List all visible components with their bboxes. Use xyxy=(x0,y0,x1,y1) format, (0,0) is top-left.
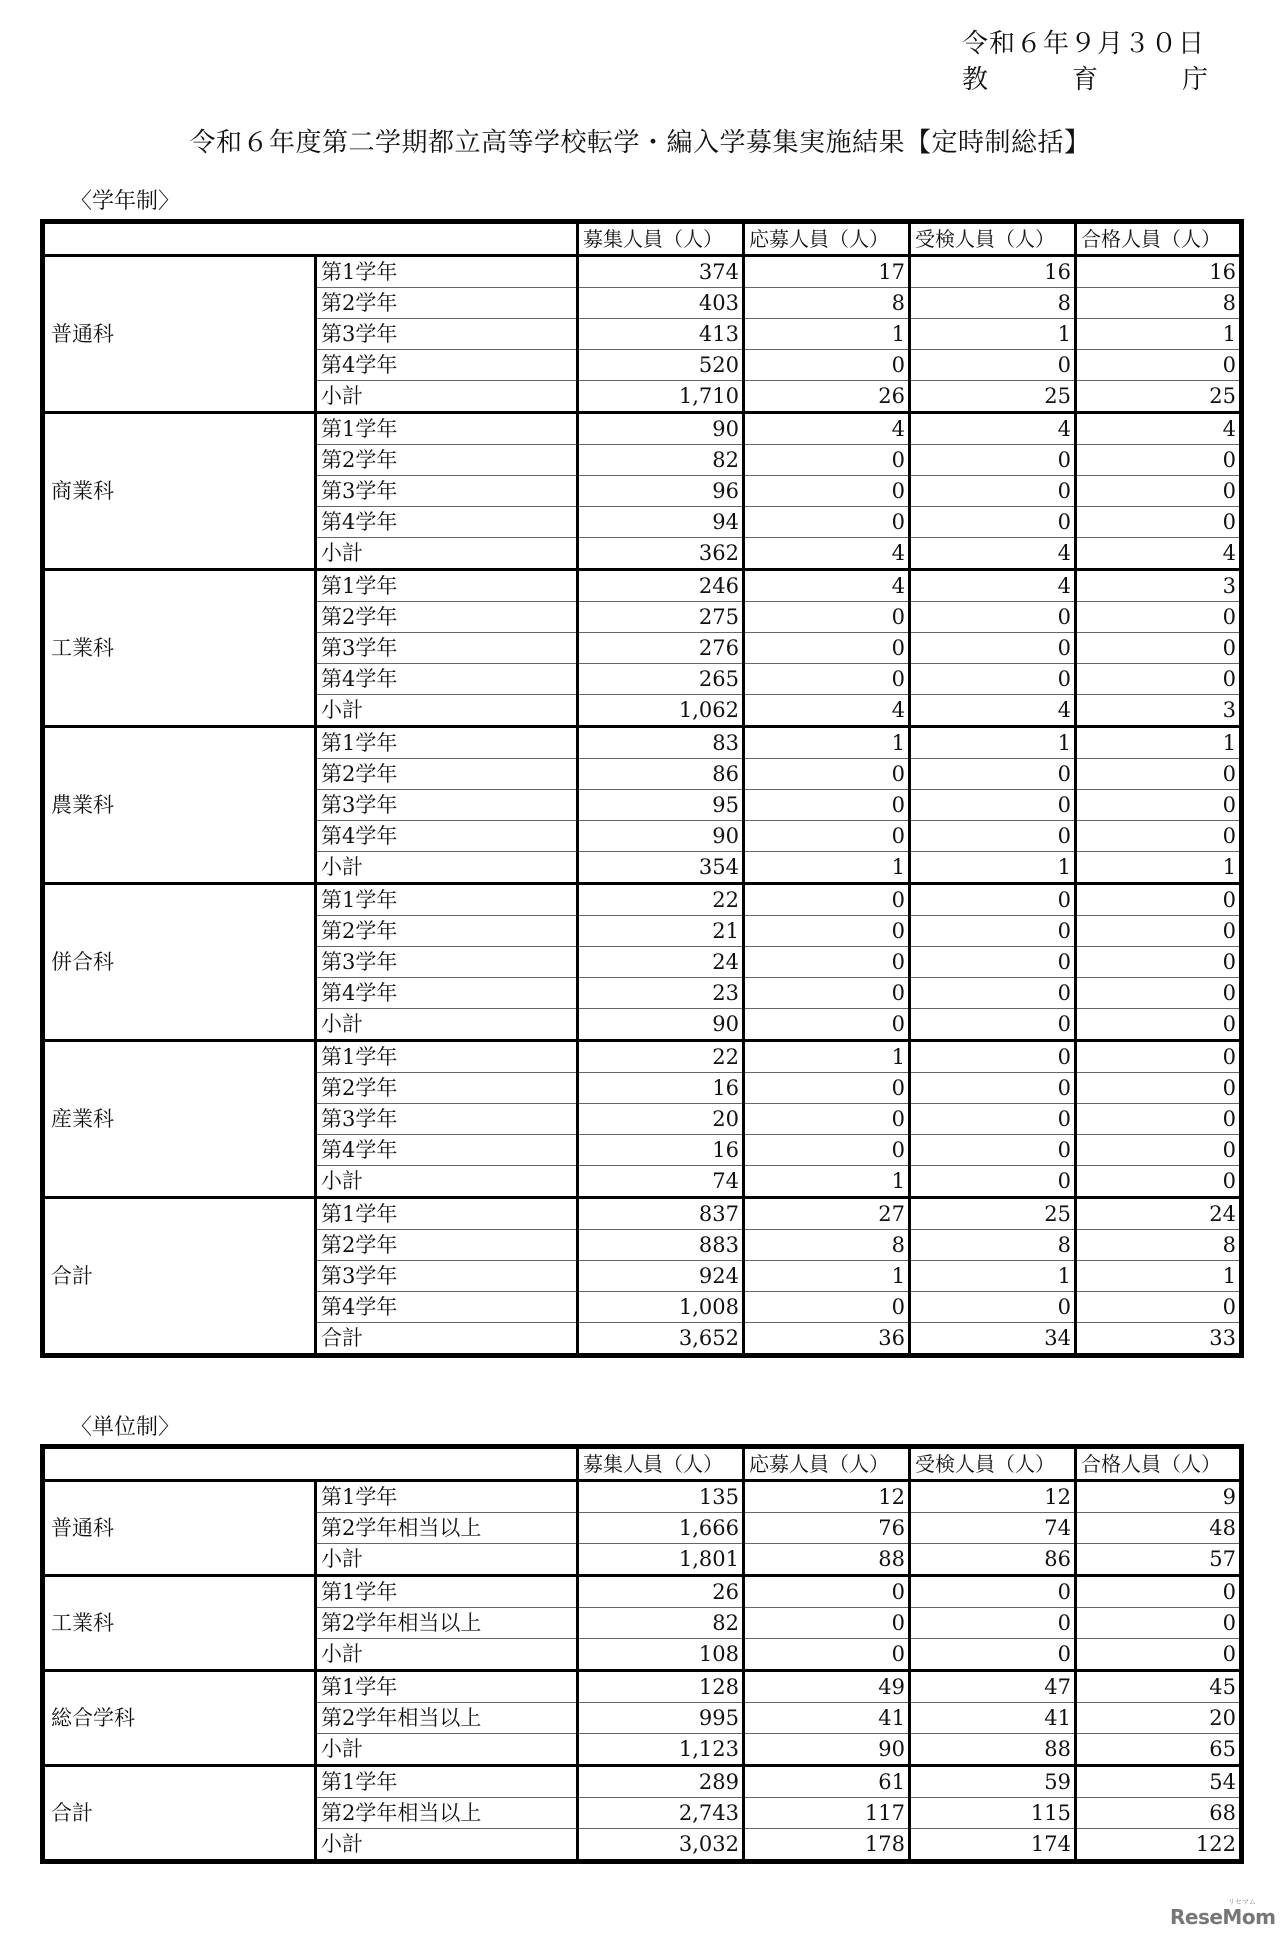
column-header-passed: 合格人員（人） xyxy=(1076,222,1242,256)
passed-cell: 1 xyxy=(1076,727,1242,759)
applicants-cell: 8 xyxy=(744,1230,910,1261)
examinees-cell: 1 xyxy=(910,727,1076,759)
column-header-recruitment: 募集人員（人） xyxy=(578,222,744,256)
examinees-cell: 1 xyxy=(910,852,1076,884)
grade-cell: 第3学年 xyxy=(316,947,578,978)
recruitment-cell: 1,801 xyxy=(578,1544,744,1576)
grade-cell: 第4学年 xyxy=(316,1292,578,1323)
applicants-cell: 0 xyxy=(744,1576,910,1608)
applicants-cell: 4 xyxy=(744,570,910,602)
column-header-applicants: 応募人員（人） xyxy=(744,1447,910,1481)
recruitment-cell: 83 xyxy=(578,727,744,759)
applicants-cell: 0 xyxy=(744,1608,910,1639)
table-row xyxy=(43,413,1242,445)
section-label-tanisei: 〈単位制〉 xyxy=(70,1415,181,1440)
grade-cell: 第2学年 xyxy=(316,759,578,790)
grade-cell: 小計 xyxy=(316,1544,578,1576)
applicants-cell: 1 xyxy=(744,319,910,350)
examinees-cell: 0 xyxy=(910,350,1076,381)
department-cell: 総合学科 xyxy=(43,1671,316,1766)
table-header-row xyxy=(43,222,1242,256)
examinees-cell: 12 xyxy=(910,1481,1076,1513)
applicants-cell: 0 xyxy=(744,790,910,821)
examinees-cell: 0 xyxy=(910,947,1076,978)
grade-cell: 小計 xyxy=(316,1166,578,1198)
passed-cell: 0 xyxy=(1076,350,1242,381)
passed-cell: 122 xyxy=(1076,1829,1242,1862)
applicants-cell: 4 xyxy=(744,413,910,445)
department-cell: 普通科 xyxy=(43,1481,316,1576)
recruitment-cell: 1,666 xyxy=(578,1513,744,1544)
examinees-cell: 0 xyxy=(910,884,1076,916)
examinees-cell: 25 xyxy=(910,1198,1076,1230)
applicants-cell: 0 xyxy=(744,633,910,664)
applicants-cell: 117 xyxy=(744,1798,910,1829)
passed-cell: 9 xyxy=(1076,1481,1242,1513)
applicants-cell: 90 xyxy=(744,1734,910,1766)
passed-cell: 0 xyxy=(1076,884,1242,916)
examinees-cell: 4 xyxy=(910,695,1076,727)
examinees-cell: 0 xyxy=(910,602,1076,633)
passed-cell: 0 xyxy=(1076,916,1242,947)
applicants-cell: 36 xyxy=(744,1323,910,1356)
table-row xyxy=(43,884,1242,916)
passed-cell: 0 xyxy=(1076,445,1242,476)
table-header-row xyxy=(43,1447,1242,1481)
recruitment-cell: 520 xyxy=(578,350,744,381)
passed-cell: 0 xyxy=(1076,1292,1242,1323)
applicants-cell: 26 xyxy=(744,381,910,413)
examinees-cell: 0 xyxy=(910,1576,1076,1608)
applicants-cell: 0 xyxy=(744,978,910,1009)
passed-cell: 0 xyxy=(1076,978,1242,1009)
grade-cell: 第2学年 xyxy=(316,445,578,476)
recruitment-cell: 74 xyxy=(578,1166,744,1198)
grade-cell: 第4学年 xyxy=(316,978,578,1009)
applicants-cell: 17 xyxy=(744,256,910,288)
grade-cell: 第4学年 xyxy=(316,821,578,852)
grade-cell: 第2学年相当以上 xyxy=(316,1513,578,1544)
document-title: 令和６年度第二学期都立高等学校転学・編入学募集実施結果【定時制総括】 xyxy=(189,128,1091,158)
passed-cell: 0 xyxy=(1076,507,1242,538)
applicants-cell: 49 xyxy=(744,1671,910,1703)
applicants-cell: 1 xyxy=(744,852,910,884)
department-cell: 併合科 xyxy=(43,884,316,1041)
table-row xyxy=(43,727,1242,759)
recruitment-cell: 21 xyxy=(578,916,744,947)
grade-cell: 第2学年 xyxy=(316,602,578,633)
applicants-cell: 1 xyxy=(744,1261,910,1292)
grade-cell: 第1学年 xyxy=(316,727,578,759)
examinees-cell: 0 xyxy=(910,1104,1076,1135)
applicants-cell: 0 xyxy=(744,1009,910,1041)
grade-cell: 小計 xyxy=(316,1734,578,1766)
tanisei-results-table xyxy=(40,1444,1244,1864)
examinees-cell: 0 xyxy=(910,476,1076,507)
grade-cell: 第2学年 xyxy=(316,916,578,947)
department-cell: 普通科 xyxy=(43,256,316,413)
watermark-kana: リセマム xyxy=(1228,1898,1256,1906)
examinees-cell: 0 xyxy=(910,1073,1076,1104)
applicants-cell: 1 xyxy=(744,1041,910,1073)
applicants-cell: 0 xyxy=(744,507,910,538)
department-cell: 合計 xyxy=(43,1198,316,1356)
examinees-cell: 0 xyxy=(910,664,1076,695)
table-row xyxy=(43,256,1242,288)
recruitment-cell: 995 xyxy=(578,1703,744,1734)
passed-cell: 0 xyxy=(1076,1104,1242,1135)
grade-cell: 小計 xyxy=(316,695,578,727)
recruitment-cell: 82 xyxy=(578,1608,744,1639)
grade-cell: 第3学年 xyxy=(316,476,578,507)
recruitment-cell: 276 xyxy=(578,633,744,664)
passed-cell: 20 xyxy=(1076,1703,1242,1734)
grade-cell: 第4学年 xyxy=(316,1135,578,1166)
header-blank-cell xyxy=(43,1447,578,1481)
recruitment-cell: 90 xyxy=(578,413,744,445)
passed-cell: 57 xyxy=(1076,1544,1242,1576)
applicants-cell: 0 xyxy=(744,821,910,852)
passed-cell: 0 xyxy=(1076,1135,1242,1166)
issuing-organization xyxy=(962,62,1208,98)
table-row xyxy=(43,1671,1242,1703)
passed-cell: 48 xyxy=(1076,1513,1242,1544)
recruitment-cell: 108 xyxy=(578,1639,744,1671)
grade-cell: 第1学年 xyxy=(316,1766,578,1798)
grade-cell: 第1学年 xyxy=(316,884,578,916)
recruitment-cell: 924 xyxy=(578,1261,744,1292)
passed-cell: 54 xyxy=(1076,1766,1242,1798)
grade-cell: 第1学年 xyxy=(316,413,578,445)
recruitment-cell: 20 xyxy=(578,1104,744,1135)
examinees-cell: 0 xyxy=(910,1009,1076,1041)
grade-cell: 第3学年 xyxy=(316,1104,578,1135)
applicants-cell: 0 xyxy=(744,445,910,476)
org-char: 庁 xyxy=(1181,65,1208,95)
applicants-cell: 0 xyxy=(744,664,910,695)
recruitment-cell: 3,032 xyxy=(578,1829,744,1862)
recruitment-cell: 413 xyxy=(578,319,744,350)
examinees-cell: 0 xyxy=(910,1608,1076,1639)
passed-cell: 0 xyxy=(1076,1009,1242,1041)
recruitment-cell: 354 xyxy=(578,852,744,884)
examinees-cell: 0 xyxy=(910,916,1076,947)
examinees-cell: 0 xyxy=(910,633,1076,664)
department-cell: 産業科 xyxy=(43,1041,316,1198)
grade-cell: 第2学年相当以上 xyxy=(316,1798,578,1829)
grade-cell: 小計 xyxy=(316,381,578,413)
grade-cell: 第3学年 xyxy=(316,790,578,821)
recruitment-cell: 1,123 xyxy=(578,1734,744,1766)
passed-cell: 0 xyxy=(1076,633,1242,664)
gakunensei-results-table xyxy=(40,219,1244,1358)
applicants-cell: 41 xyxy=(744,1703,910,1734)
passed-cell: 65 xyxy=(1076,1734,1242,1766)
passed-cell: 0 xyxy=(1076,664,1242,695)
grade-cell: 第1学年 xyxy=(316,256,578,288)
grade-cell: 第4学年 xyxy=(316,507,578,538)
passed-cell: 8 xyxy=(1076,1230,1242,1261)
recruitment-cell: 883 xyxy=(578,1230,744,1261)
applicants-cell: 1 xyxy=(744,1166,910,1198)
examinees-cell: 0 xyxy=(910,790,1076,821)
applicants-cell: 0 xyxy=(744,759,910,790)
passed-cell: 68 xyxy=(1076,1798,1242,1829)
passed-cell: 0 xyxy=(1076,759,1242,790)
recruitment-cell: 1,710 xyxy=(578,381,744,413)
applicants-cell: 27 xyxy=(744,1198,910,1230)
section-label-gakunensei: 〈学年制〉 xyxy=(70,189,181,214)
recruitment-cell: 374 xyxy=(578,256,744,288)
resemom-watermark-logo: ReseMom xyxy=(1170,1905,1276,1929)
passed-cell: 0 xyxy=(1076,947,1242,978)
applicants-cell: 8 xyxy=(744,288,910,319)
grade-cell: 第2学年相当以上 xyxy=(316,1608,578,1639)
recruitment-cell: 362 xyxy=(578,538,744,570)
grade-cell: 第1学年 xyxy=(316,1576,578,1608)
grade-cell: 小計 xyxy=(316,538,578,570)
examinees-cell: 86 xyxy=(910,1544,1076,1576)
passed-cell: 0 xyxy=(1076,821,1242,852)
recruitment-cell: 289 xyxy=(578,1766,744,1798)
applicants-cell: 4 xyxy=(744,538,910,570)
grade-cell: 第1学年 xyxy=(316,1481,578,1513)
applicants-cell: 0 xyxy=(744,350,910,381)
recruitment-cell: 265 xyxy=(578,664,744,695)
grade-cell: 第1学年 xyxy=(316,1671,578,1703)
recruitment-cell: 246 xyxy=(578,570,744,602)
passed-cell: 0 xyxy=(1076,1166,1242,1198)
examinees-cell: 34 xyxy=(910,1323,1076,1356)
applicants-cell: 0 xyxy=(744,602,910,633)
examinees-cell: 1 xyxy=(910,1261,1076,1292)
department-cell: 農業科 xyxy=(43,727,316,884)
passed-cell: 3 xyxy=(1076,570,1242,602)
applicants-cell: 0 xyxy=(744,1292,910,1323)
org-char: 教 xyxy=(962,65,989,95)
column-header-examinees: 受検人員（人） xyxy=(910,1447,1076,1481)
table-row xyxy=(43,1766,1242,1798)
examinees-cell: 4 xyxy=(910,413,1076,445)
examinees-cell: 0 xyxy=(910,821,1076,852)
table-body xyxy=(43,256,1242,1356)
examinees-cell: 59 xyxy=(910,1766,1076,1798)
recruitment-cell: 403 xyxy=(578,288,744,319)
recruitment-cell: 128 xyxy=(578,1671,744,1703)
recruitment-cell: 95 xyxy=(578,790,744,821)
applicants-cell: 4 xyxy=(744,695,910,727)
recruitment-cell: 90 xyxy=(578,1009,744,1041)
examinees-cell: 88 xyxy=(910,1734,1076,1766)
examinees-cell: 1 xyxy=(910,319,1076,350)
grade-cell: 合計 xyxy=(316,1323,578,1356)
examinees-cell: 115 xyxy=(910,1798,1076,1829)
passed-cell: 4 xyxy=(1076,538,1242,570)
examinees-cell: 174 xyxy=(910,1829,1076,1862)
passed-cell: 45 xyxy=(1076,1671,1242,1703)
column-header-recruitment: 募集人員（人） xyxy=(578,1447,744,1481)
recruitment-cell: 16 xyxy=(578,1073,744,1104)
recruitment-cell: 3,652 xyxy=(578,1323,744,1356)
grade-cell: 第2学年 xyxy=(316,1073,578,1104)
examinees-cell: 0 xyxy=(910,1639,1076,1671)
passed-cell: 0 xyxy=(1076,1639,1242,1671)
grade-cell: 第3学年 xyxy=(316,319,578,350)
passed-cell: 0 xyxy=(1076,476,1242,507)
examinees-cell: 0 xyxy=(910,1135,1076,1166)
recruitment-cell: 82 xyxy=(578,445,744,476)
applicants-cell: 61 xyxy=(744,1766,910,1798)
examinees-cell: 4 xyxy=(910,538,1076,570)
department-cell: 合計 xyxy=(43,1766,316,1862)
table-row xyxy=(43,570,1242,602)
grade-cell: 小計 xyxy=(316,852,578,884)
applicants-cell: 12 xyxy=(744,1481,910,1513)
grade-cell: 第2学年 xyxy=(316,1230,578,1261)
applicants-cell: 1 xyxy=(744,727,910,759)
recruitment-cell: 275 xyxy=(578,602,744,633)
passed-cell: 0 xyxy=(1076,1576,1242,1608)
department-cell: 工業科 xyxy=(43,1576,316,1671)
applicants-cell: 0 xyxy=(744,1135,910,1166)
grade-cell: 第4学年 xyxy=(316,664,578,695)
grade-cell: 第1学年 xyxy=(316,570,578,602)
passed-cell: 16 xyxy=(1076,256,1242,288)
applicants-cell: 76 xyxy=(744,1513,910,1544)
recruitment-cell: 86 xyxy=(578,759,744,790)
examinees-cell: 0 xyxy=(910,759,1076,790)
recruitment-cell: 16 xyxy=(578,1135,744,1166)
passed-cell: 0 xyxy=(1076,1073,1242,1104)
passed-cell: 25 xyxy=(1076,381,1242,413)
passed-cell: 1 xyxy=(1076,1261,1242,1292)
examinees-cell: 0 xyxy=(910,1292,1076,1323)
applicants-cell: 0 xyxy=(744,947,910,978)
examinees-cell: 74 xyxy=(910,1513,1076,1544)
examinees-cell: 0 xyxy=(910,445,1076,476)
recruitment-cell: 22 xyxy=(578,884,744,916)
applicants-cell: 0 xyxy=(744,1104,910,1135)
publication-date: 令和６年９月３０日 xyxy=(962,29,1206,59)
examinees-cell: 47 xyxy=(910,1671,1076,1703)
header-blank-cell xyxy=(43,222,578,256)
recruitment-cell: 135 xyxy=(578,1481,744,1513)
examinees-cell: 4 xyxy=(910,570,1076,602)
examinees-cell: 8 xyxy=(910,288,1076,319)
table-row xyxy=(43,1481,1242,1513)
examinees-cell: 16 xyxy=(910,256,1076,288)
column-header-examinees: 受検人員（人） xyxy=(910,222,1076,256)
applicants-cell: 0 xyxy=(744,916,910,947)
passed-cell: 33 xyxy=(1076,1323,1242,1356)
column-header-passed: 合格人員（人） xyxy=(1076,1447,1242,1481)
passed-cell: 1 xyxy=(1076,852,1242,884)
grade-cell: 第3学年 xyxy=(316,1261,578,1292)
passed-cell: 24 xyxy=(1076,1198,1242,1230)
table-row xyxy=(43,1041,1242,1073)
grade-cell: 第2学年相当以上 xyxy=(316,1703,578,1734)
passed-cell: 4 xyxy=(1076,413,1242,445)
grade-cell: 第4学年 xyxy=(316,350,578,381)
applicants-cell: 178 xyxy=(744,1829,910,1862)
grade-cell: 第2学年 xyxy=(316,288,578,319)
grade-cell: 第3学年 xyxy=(316,633,578,664)
passed-cell: 3 xyxy=(1076,695,1242,727)
recruitment-cell: 96 xyxy=(578,476,744,507)
passed-cell: 1 xyxy=(1076,319,1242,350)
table-row xyxy=(43,1576,1242,1608)
examinees-cell: 0 xyxy=(910,1041,1076,1073)
applicants-cell: 0 xyxy=(744,476,910,507)
column-header-applicants: 応募人員（人） xyxy=(744,222,910,256)
department-cell: 商業科 xyxy=(43,413,316,570)
grade-cell: 小計 xyxy=(316,1639,578,1671)
passed-cell: 0 xyxy=(1076,790,1242,821)
passed-cell: 0 xyxy=(1076,602,1242,633)
department-cell: 工業科 xyxy=(43,570,316,727)
recruitment-cell: 2,743 xyxy=(578,1798,744,1829)
grade-cell: 第1学年 xyxy=(316,1198,578,1230)
recruitment-cell: 23 xyxy=(578,978,744,1009)
table-row xyxy=(43,1198,1242,1230)
applicants-cell: 0 xyxy=(744,1639,910,1671)
grade-cell: 小計 xyxy=(316,1009,578,1041)
examinees-cell: 25 xyxy=(910,381,1076,413)
date-block xyxy=(962,26,1212,98)
applicants-cell: 88 xyxy=(744,1544,910,1576)
passed-cell: 0 xyxy=(1076,1041,1242,1073)
examinees-cell: 0 xyxy=(910,1166,1076,1198)
grade-cell: 第1学年 xyxy=(316,1041,578,1073)
passed-cell: 8 xyxy=(1076,288,1242,319)
table-body xyxy=(43,1481,1242,1862)
examinees-cell: 41 xyxy=(910,1703,1076,1734)
recruitment-cell: 837 xyxy=(578,1198,744,1230)
examinees-cell: 0 xyxy=(910,507,1076,538)
examinees-cell: 0 xyxy=(910,978,1076,1009)
recruitment-cell: 1,062 xyxy=(578,695,744,727)
applicants-cell: 0 xyxy=(744,884,910,916)
recruitment-cell: 94 xyxy=(578,507,744,538)
examinees-cell: 8 xyxy=(910,1230,1076,1261)
recruitment-cell: 1,008 xyxy=(578,1292,744,1323)
recruitment-cell: 90 xyxy=(578,821,744,852)
org-char: 育 xyxy=(1071,65,1098,95)
recruitment-cell: 24 xyxy=(578,947,744,978)
applicants-cell: 0 xyxy=(744,1073,910,1104)
grade-cell: 小計 xyxy=(316,1829,578,1862)
recruitment-cell: 26 xyxy=(578,1576,744,1608)
recruitment-cell: 22 xyxy=(578,1041,744,1073)
passed-cell: 0 xyxy=(1076,1608,1242,1639)
